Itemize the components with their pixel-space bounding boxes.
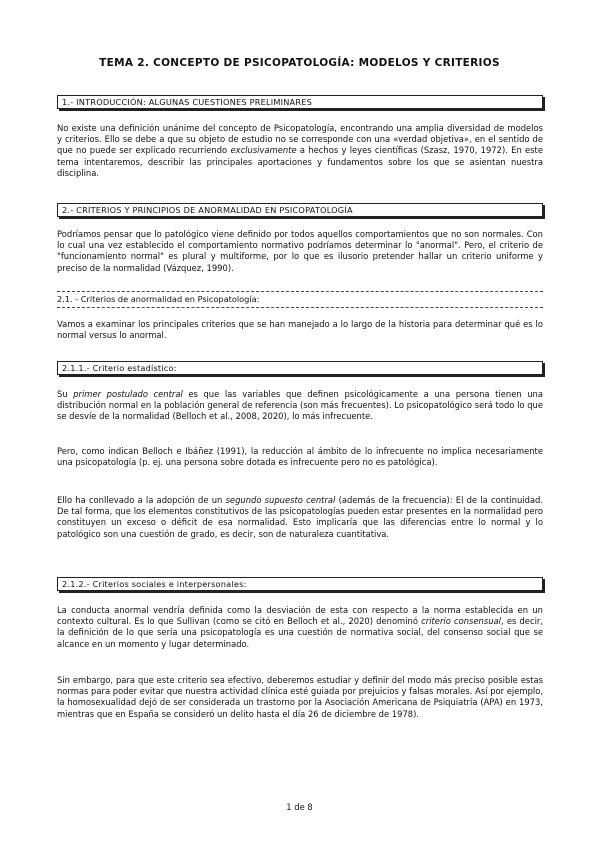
paragraph-examine: Vamos a examinar los principales criterios que se han manejado a lo largo de la historia para determinar qué es lo normal versus lo anormal. [57, 319, 543, 341]
section-heading-1: 1.- INTRODUCCIÓN: ALGUNAS CUESTIONES PRELIMINARES [57, 95, 543, 109]
paragraph-intro: No existe una definición unánime del concepto de Psicopatología, encontrando una amplia diversidad de modelos y criterios. Ello se debe a que su objeto de estudio no se corresponde con una «verdad objetiva», en el sentido de que no puede ser explicado recurriendo exclusivamente a hechos y leyes científicas (Szasz, 1970, 1972). En este tema intentaremos, describir las principales aportaciones y fundamentos sobre los que se asientan nuestra disciplina. [57, 123, 543, 178]
document-title: TEMA 2. CONCEPTO DE PSICOPATOLOGÍA: MODELOS Y CRITERIOS [99, 57, 500, 69]
paragraph-statistical-1: Su primer postulado central es que las variables que definen psicológicamente a una persona tienen una distribución normal en la población general de referencia (son más frecuentes). Lo psicopatológico será todo lo que se desvíe de la normalidad (Belloch et al., 2008, 2020), lo más infrecuente. [57, 389, 543, 422]
subsection-heading-2-1: 2.1. - Criterios de anormalidad en Psicopatología: [57, 291, 543, 308]
paragraph-statistical-3: Ello ha conllevado a la adopción de un segundo supuesto central (además de la frecuencia): El de la continuidad. De tal forma, que los elementos constitutivos de las psicopatologías pueden estar presentes en la normalidad pero constituyen un exceso o déficit de esa normalidad. Esto implicaría que las diferencias entre lo normal y lo patológico son una cuestión de grado, es decir, son de naturaleza cuantitativa. [57, 495, 543, 539]
paragraph-statistical-2: Pero, como indican Belloch e Ibáñez (1991), la reducción al ámbito de lo infrecuente no implica necesariamente una psicopatología (p. ej. una persona sobre dotada es infrecuente pero no es patológica). [57, 446, 543, 468]
page-number: 1 de 8 [286, 802, 313, 812]
subsection-heading-2-1-1: 2.1.1.- Criterio estadístico: [57, 361, 543, 375]
subsection-heading-2-1-2: 2.1.2.- Criterios sociales e interpersonales: [57, 577, 543, 591]
paragraph-criteria: Podríamos pensar que lo patológico viene definido por todos aquellos comportamientos que no son normales. Con lo cual una vez establecido el comportamiento normativo podríamos determinar lo "anormal". Pero, el criterio de "funcionamiento normal" es plural y multiforme, por lo que es ilusorio pretender hallar un criterio uniforme y preciso de la normalidad (Vázquez, 1990). [57, 229, 543, 273]
section-heading-2: 2.- CRITERIOS Y PRINCIPIOS DE ANORMALIDAD EN PSICOPATOLOGÍA [57, 203, 543, 217]
paragraph-social-1: La conducta anormal vendría definida como la desviación de esta con respecto a la norma establecida en un contexto cultural. Es lo que Sullivan (como se citó en Belloch et al., 2020) denominó criterio consensual, es decir, la definición de lo que sería una psicopatología es una cuestión de normativa social, del consenso social que se alcance en un momento y lugar determinado. [57, 605, 543, 649]
paragraph-social-2: Sin embargo, para que este criterio sea efectivo, deberemos estudiar y definir del modo más preciso posible estas normas para poder evitar que nuestra actividad clínica esté guiada por prejuicios y falsas morales. Así por ejemplo, la homosexualidad dejó de ser considerada un trastorno por la Asociación Americana de Psiquiatría (APA) en 1973, mientras que en España se consideró un delito hasta el día 26 de diciembre de 1978). [57, 675, 543, 719]
